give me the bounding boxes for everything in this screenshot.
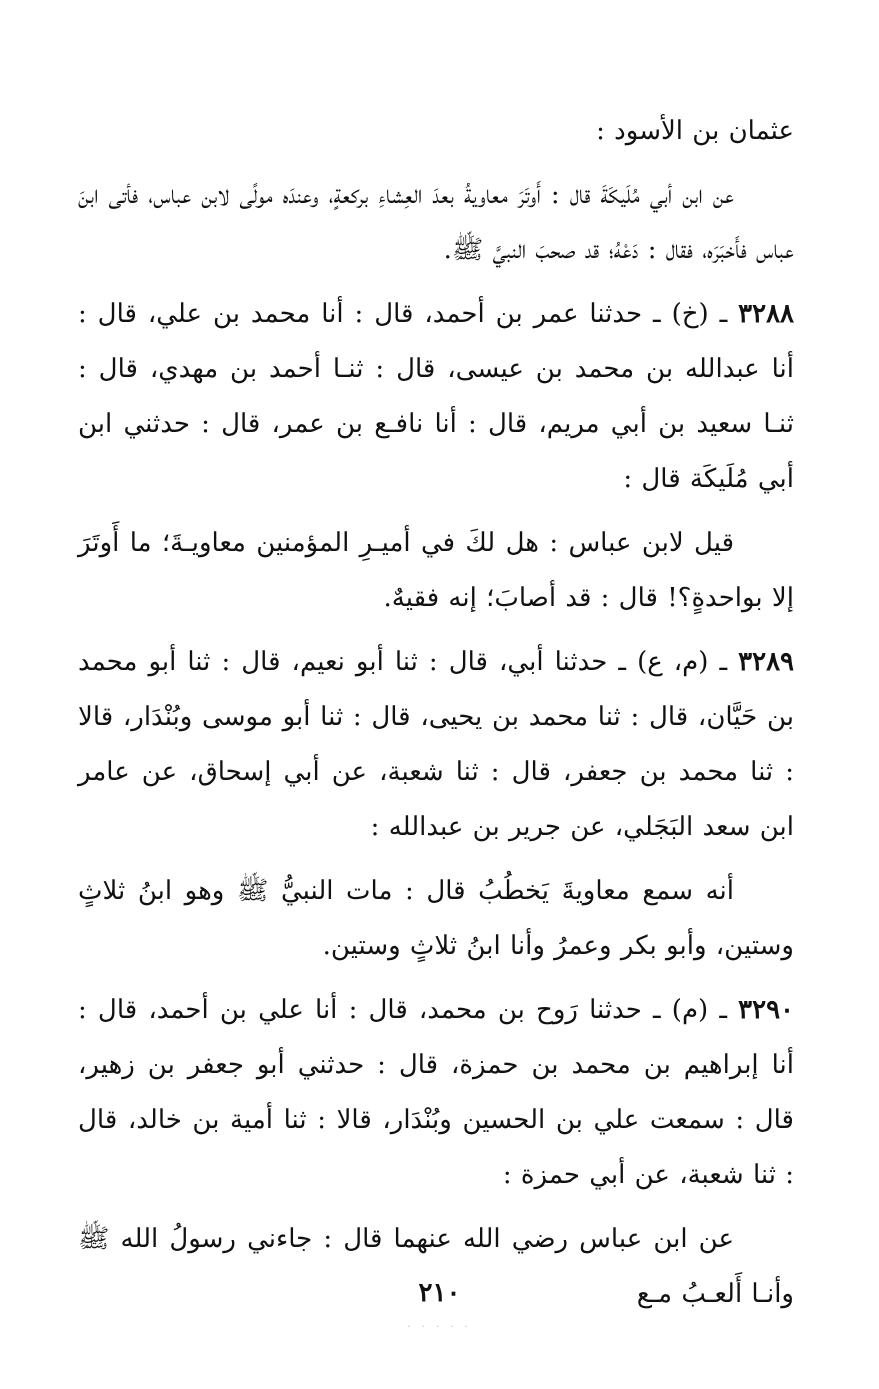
paragraph-text: ـ (خ) ـ حدثنا عمر بن أحمد، قال : أنا محمد بن علي، قال : أنا عبدالله بن محمد بن عيسى، قال : ثنـا أحمد بن مهدي، قال : ثنـا سعيد بن أبي مريم، قال : أنا نافـع بن عمر، قال : حدثني ابن أبي مُلَيكَة قال : xyxy=(78,299,794,494)
page-number: ٢١٠ xyxy=(418,1278,461,1308)
hadith-3289-isnad xyxy=(78,635,794,855)
paragraph-text: عن ابن عباس رضي الله عنهما قال : جاءني رسولُ الله ﷺ وأنـا أَلعـبُ مـع xyxy=(78,1224,794,1309)
hadith-3289-matn xyxy=(78,864,794,974)
hadith-3288-matn xyxy=(78,516,794,626)
paragraph-heading-line xyxy=(78,104,794,159)
paragraph-narration xyxy=(78,168,794,278)
hadith-3288-isnad xyxy=(78,287,794,507)
paragraph-text: عن ابن أبي مُلَيكَةَ قال : أَوتَرَ معاويةُ بعدَ العِشاءِ بركعةٍ، وعندَه مولًى لابن عباس، فأتى ابنَ عباس فأَخبَرَه، فقال : دَعْهُ؛ قد صحبَ النبيَّ ﷺ. xyxy=(78,180,794,265)
paragraph-text: أنه سمع معاويةَ يَخطُبُ قال : مات النبيُّ ﷺ وهو ابنُ ثلاثٍ وستين، وأبو بكر وعمرُ وأنا ابنُ ثلاثٍ وستين. xyxy=(78,876,794,961)
hadith-3290-isnad xyxy=(78,983,794,1203)
paragraph-text: ـ (م، ع) ـ حدثنا أبي، قال : ثنا أبو نعيم، قال : ثنا أبو محمد بن حَيَّان، قال : ثنا محمد بن يحيى، قال : ثنا أبو موسى وبُنْدَار، قالا : ثنا محمد بن جعفر، قال : ثنا شعبة، عن أبي إسحاق، عن عامر ابن سعد البَجَلي، عن جرير بن عبدالله : xyxy=(78,647,794,842)
paragraph-text: عثمان بن الأسود : xyxy=(596,116,794,146)
paragraph-text: قيل لابن عباس : هل لكَ في أميـرِ المؤمنين معاويـةَ؛ ما أَوتَرَ إلا بواحدةٍ؟! قال : قد أصابَ؛ إنه فقيهٌ. xyxy=(78,528,794,613)
hadith-number: ٣٢٩٠ xyxy=(738,995,794,1025)
footer-decoration: · · · · · xyxy=(407,1322,472,1333)
hadith-number: ٣٢٨٨ xyxy=(738,299,794,329)
paragraph-text: ـ (م) ـ حدثنا رَوح بن محمد، قال : أنا علي بن أحمد، قال : أنا إبراهيم بن محمد بن حمزة، قال : حدثني أبو جعفر بن زهير، قال : سمعت علي بن الحسين وبُنْدَار، قالا : ثنا أمية بن خالد، قال : ثنا شعبة، عن أبي حمزة : xyxy=(78,995,794,1190)
hadith-number: ٣٢٨٩ xyxy=(738,647,794,677)
page-body xyxy=(78,104,794,1331)
